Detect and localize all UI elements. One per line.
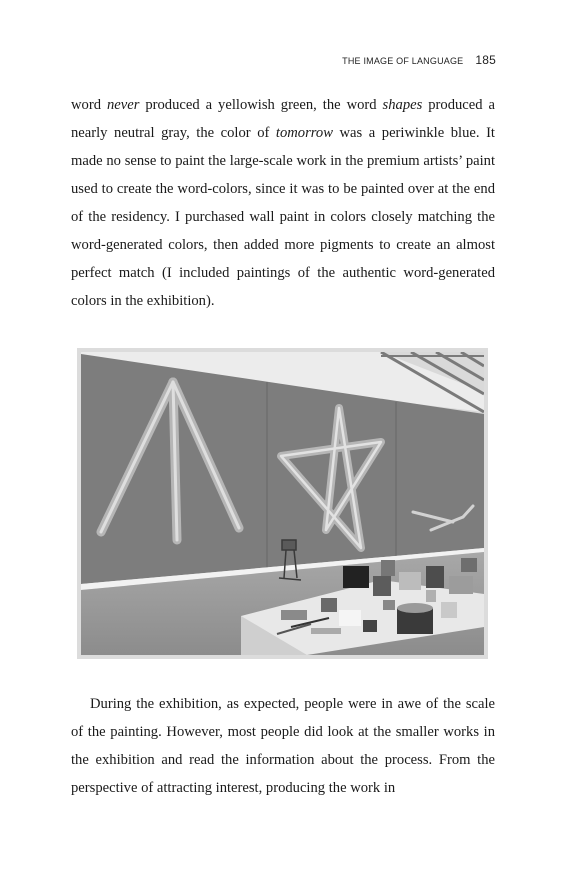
- exhibition-photograph: [77, 348, 488, 659]
- running-title: THE IMAGE OF LANGUAGE: [342, 56, 464, 66]
- italic-word-shapes: shapes: [382, 97, 423, 113]
- mural-photo-illustration: [81, 352, 484, 655]
- text-span: produced a yellowish green, the word: [139, 97, 383, 113]
- text-span: produced a nearly neutral gray, the color of: [71, 97, 495, 141]
- text-span: word: [71, 97, 107, 113]
- body-paragraph-2: During the exhibition, as expected, people were in awe of the scale of the painting. However, most people did look at the smaller works in the exhibition and read the information about the process. From the perspective of attracting interest, producing the work in: [71, 696, 495, 796]
- italic-word-tomorrow: tomorrow: [275, 125, 333, 141]
- running-head: [342, 53, 496, 67]
- page-number: 185: [475, 53, 496, 67]
- body-paragraph-1: [71, 91, 495, 315]
- italic-word-never: never: [106, 97, 140, 113]
- text-span: was a periwinkle blue. It made no sense to paint the large-scale work in the premium artists’ paint used to create the word-colors, since it was to be painted over at the end of the residency. I purchased wall paint in colors closely matching the word-generated colors, then added more pigments to create an almost perfect match (I included paintings of the authentic word-generated colors in the exhibition).: [71, 125, 495, 309]
